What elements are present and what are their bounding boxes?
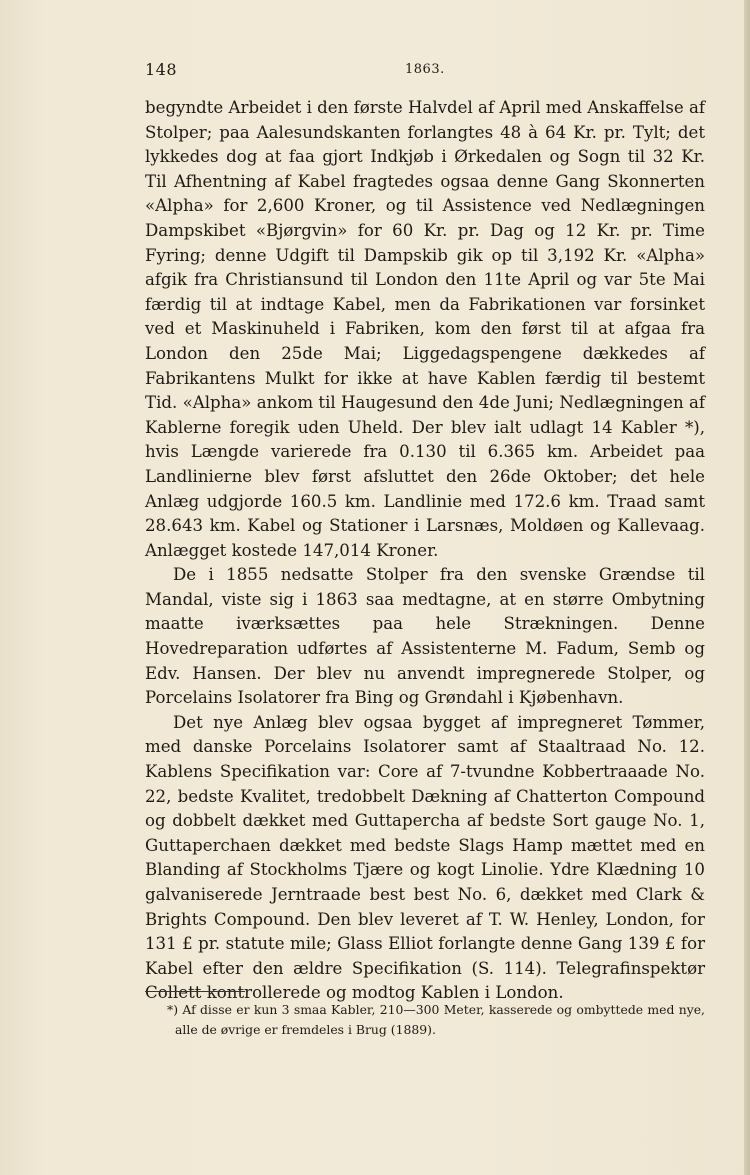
footnote-mark: *) (167, 1002, 179, 1017)
paragraph-3: Det nye Anlæg blev ogsaa bygget af impregneret Tømmer, med danske Porcelains Isolatorer samt af Staaltraad No. 12. Kablens Specifikation var: Core af 7-tvundne Kobbertraaade No. 22, bedste Kvalitet, tredobbelt Dækning af Chatterton Compound og dobbelt dækket med Guttapercha af bedste Sort gauge No. 1, Guttaperchaen dækket med bedste Slags Hamp mættet med en Blanding af Stockholms Tjære og kogt Linolie. Ydre Klædning 10 galvaniserede Jerntraade best best No. 6, dækket med Clark & Brights Compound. Den blev leveret af T. W. Henley, London, for 131 £ pr. statute mile; Glass Elliot forlangte denne Gang 139 £ for Kabel efter den ældre Specifikation (S. 114). Telegrafinspektør Collett kontrollerede og modtog Kablen i London. (145, 712, 705, 1003)
footnote-text: Af disse er kun 3 smaa Kabler, 210—300 Meter, kasserede og ombyttede med nye, alle de øvrige er fremdeles i Brug (1889). (175, 1002, 705, 1037)
page-edge (744, 0, 750, 1175)
body-text (145, 96, 705, 1006)
page-number: 148 (145, 60, 178, 79)
running-head-year: 1863. (405, 62, 445, 77)
page-header (145, 60, 705, 84)
paragraph-1: begyndte Arbeidet i den første Halvdel af April med Anskaffelse af Stolper; paa Aalesundskanten forlangtes 48 à 64 Kr. pr. Tylt; det lykkedes dog at faa gjort Indkjøb i Ørkedalen og Sogn til 32 Kr. Til Afhentning af Kabel fragtedes ogsaa denne Gang Skonnerten «Alpha» for 2,600 Kroner, og til Assistence ved Nedlægningen Dampskibet «Bjørgvin» for 60 Kr. pr. Dag og 12 Kr. pr. Time Fyring; denne Udgift til Dampskib gik op til 3,192 Kr. «Alpha» afgik fra Christiansund til London den 11te April og var 5te Mai færdig til at indtage Kabel, men da Fabrikationen var forsinket ved et Maskinuheld i Fabriken, kom den først til at afgaa fra London den 25de Mai; Liggedagspengene dækkedes af Fabrikantens Mulkt for ikke at have Kablen færdig til bestemt Tid. «Alpha» ankom til Haugesund den 4de Juni; Nedlægningen af Kablerne foregik uden Uheld. Der blev ialt udlagt 14 Kabler *), hvis Længde varierede fra 0.130 til 6.365 km. Arbeidet paa Landlinierne blev først afsluttet den 26de Oktober; det hele Anlæg udgjorde 160.5 km. Landlinie med 172.6 km. Traad samt 28.643 km. Kabel og Stationer i Larsnæs, Moldøen og Kallevaag. Anlægget kostede 147,014 Kroner. (145, 98, 705, 560)
paragraph-2: De i 1855 nedsatte Stolper fra den svenske Grændse til Mandal, viste sig i 1863 saa medtagne, at en større Ombytning maatte iværksættes paa hele Strækningen. Denne Hovedreparation udførtes af Assistenterne M. Fadum, Semb og Edv. Hansen. Der blev nu anvendt impregnerede Stolper, og Porcelains Isolatorer fra Bing og Grøndahl i Kjøbenhavn. (145, 565, 705, 708)
footnote-rule (145, 991, 245, 992)
footnote (167, 1000, 705, 1040)
